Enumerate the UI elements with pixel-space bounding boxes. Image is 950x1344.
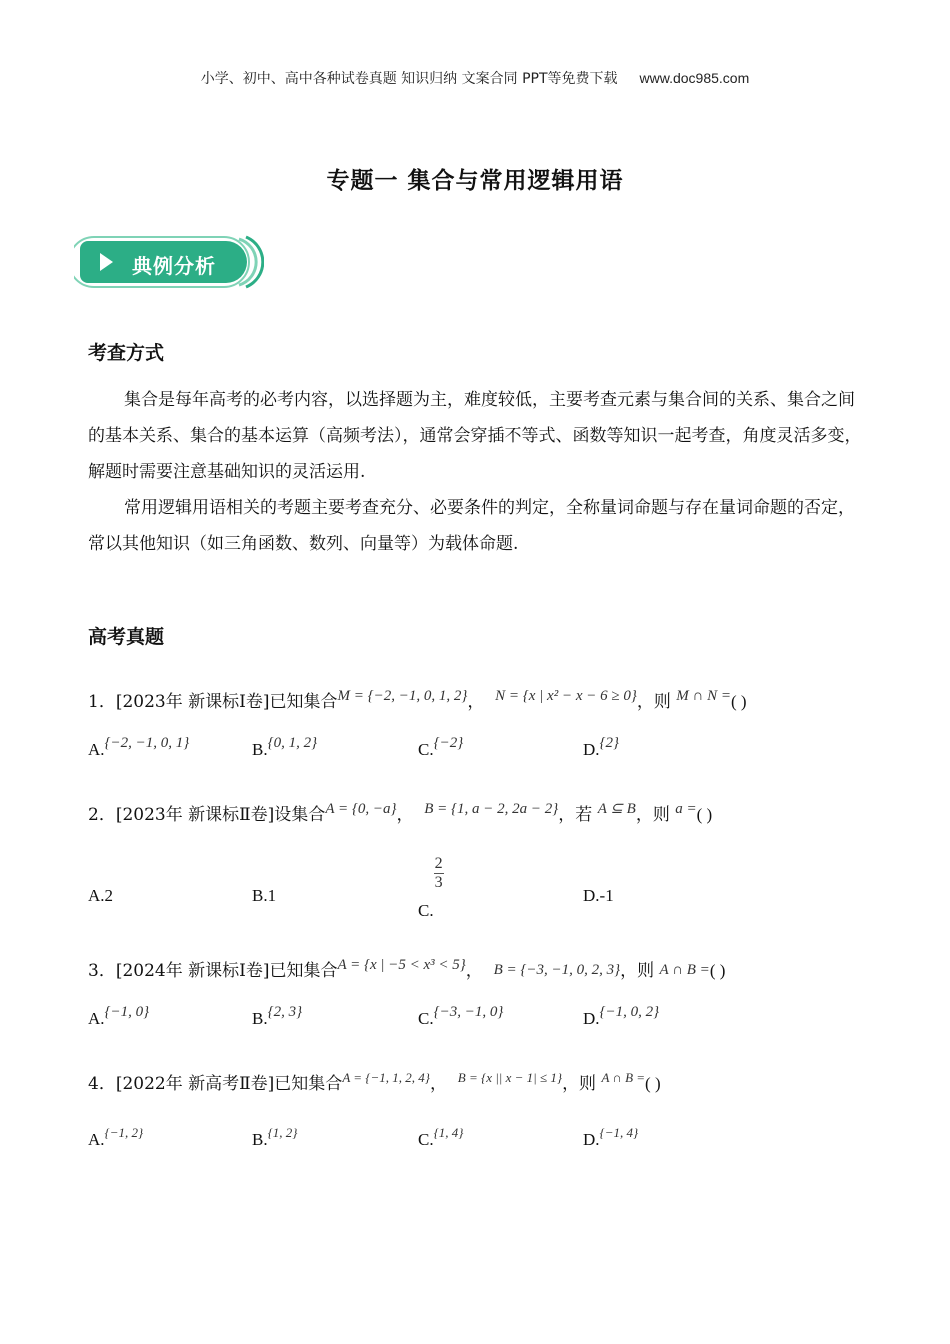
separator: ， [396,805,414,825]
question-3 [88,956,725,981]
option-label: D. [583,1009,600,1028]
option-value: {−1, 2} [104,1125,144,1140]
math-condition: A ⊆ B [597,801,636,817]
separator: ， [467,692,485,712]
option-label: A. [88,1009,105,1028]
math-set-a: A = {x | −5 < x³ < 5} [337,957,466,973]
section-heading-exam: 高考真题 [88,626,165,648]
option-2b [252,886,276,906]
separator: ， [465,961,483,981]
option-label: C. [418,1009,434,1028]
option-label: C. [418,901,434,920]
math-set-n: N = {x | x² − x − 6 ≥ 0} [495,688,637,704]
answer-blank: ( ) [730,692,747,711]
question-stem: 1．[2023年 新课标Ⅰ卷]已知集合 [88,692,338,712]
header-site: www.doc985.com [639,70,750,86]
option-value: {−2, −1, 0, 1} [104,735,190,751]
answer-blank: ( ) [696,805,713,824]
page-title: 专题一 集合与常用逻辑用语 [326,168,624,194]
option-value: {−1, 0} [104,1004,150,1020]
math-ask: M ∩ N = [676,688,731,704]
math-ask: a = [675,801,697,817]
option-label: B. [252,886,268,905]
option-value: 1 [267,886,277,905]
option-4d [583,1125,639,1150]
option-4b [252,1125,298,1150]
paragraph-1: 集合是每年高考的必考内容，以选择题为主，难度较低，主要考查元素与集合间的关系、集合之间的基本关系、集合的基本运算（高频考法），通常会穿插不等式、函数等知识一起考查，角度灵活多变，解题时需要注意基础知识的灵活运用. [88,390,862,482]
option-label: B. [252,1130,268,1149]
separator: ，若 [558,805,593,825]
separator: ，则 [635,805,670,825]
option-value: {−2} [433,735,464,751]
option-1a [88,735,190,760]
option-value: {−1, 0, 2} [599,1004,660,1020]
section-heading-method: 考查方式 [88,342,165,364]
option-value: {−1, 4} [599,1125,639,1140]
option-label: C. [418,740,434,759]
banner-label: 典例分析 [132,254,216,278]
option-4c [418,1125,464,1150]
option-2a [88,886,113,906]
page-header [0,68,950,88]
math-set-m: M = {−2, −1, 0, 1, 2} [337,688,468,704]
option-1d [583,735,620,760]
question-stem: 2．[2023年 新课标Ⅱ卷]设集合 [88,805,326,825]
fraction-numerator: 2 [434,855,443,872]
method-paragraphs [88,382,868,562]
option-3a [88,1004,150,1029]
separator: ，则 [636,692,671,712]
option-4a [88,1125,144,1150]
question-1 [88,687,747,712]
math-ask: A ∩ B = [601,1070,646,1085]
separator: ，则 [562,1074,597,1094]
option-label: D. [583,1130,600,1149]
option-label: A. [88,1130,105,1149]
option-value: {2} [599,735,620,751]
option-value: 2 [104,886,114,905]
option-label: D. [583,886,600,905]
math-ask: A ∩ B = [659,962,710,978]
separator: ， [429,1074,447,1094]
answer-blank: ( ) [645,1074,661,1093]
question-4 [88,1069,661,1094]
option-label: D. [583,740,600,759]
section-banner [74,231,264,293]
option-value: {1, 4} [433,1125,464,1140]
option-value: {−3, −1, 0} [433,1004,504,1020]
option-2c [418,855,444,920]
option-value: {1, 2} [267,1125,298,1140]
question-2 [88,800,712,825]
math-set-b: B = {1, a − 2, 2a − 2} [424,801,559,817]
math-set-b: B = {−3, −1, 0, 2, 3} [493,962,621,978]
fraction-denominator: 3 [434,874,443,891]
question-stem: 3．[2024年 新课标Ⅰ卷]已知集合 [88,961,338,981]
option-3c [418,1004,504,1029]
option-label: B. [252,740,268,759]
option-1c [418,735,464,760]
option-value: {2, 3} [267,1004,303,1020]
option-3d [583,1004,660,1029]
separator: ，则 [620,961,655,981]
math-set-b: B = {x || x − 1| ≤ 1} [457,1070,563,1085]
math-set-a: A = {−1, 1, 2, 4} [342,1070,430,1085]
option-value: {0, 1, 2} [267,735,318,751]
option-2d [583,886,614,906]
option-1b [252,735,318,760]
header-text: 小学、初中、高中各种试卷真题 知识归纳 文案合同 PPT等免费下载 [200,71,618,87]
option-label: A. [88,740,105,759]
answer-blank: ( ) [709,961,726,980]
fraction [434,855,444,892]
math-set-a: A = {0, −a} [325,801,397,817]
option-label: B. [252,1009,268,1028]
paragraph-2: 常用逻辑用语相关的考题主要考查充分、必要条件的判定，全称量词命题与存在量词命题的否定，常以其他知识（如三角函数、数列、向量等）为载体命题. [88,498,855,554]
option-value: -1 [599,886,614,905]
option-label: A. [88,886,105,905]
option-label: C. [418,1130,434,1149]
option-3b [252,1004,303,1029]
question-stem: 4．[2022年 新高考Ⅱ卷]已知集合 [88,1074,343,1094]
